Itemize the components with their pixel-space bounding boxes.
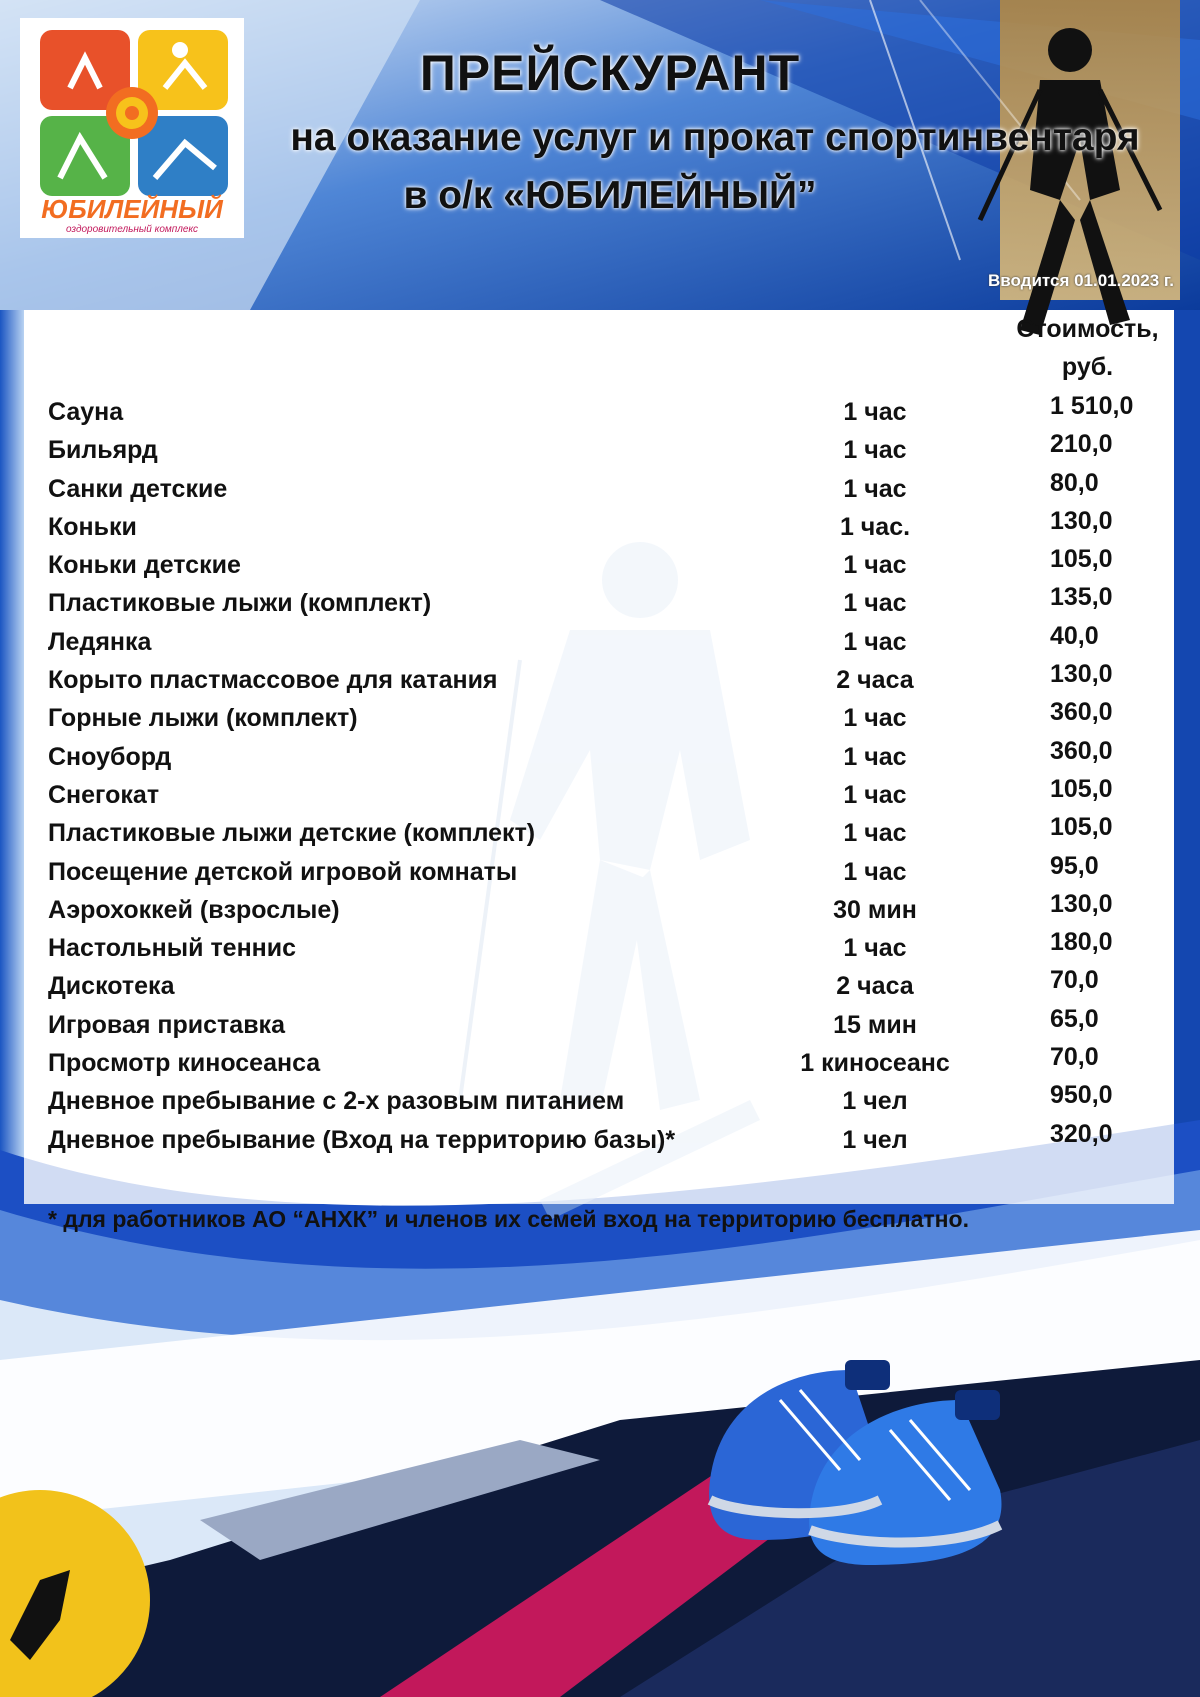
table-row <box>0 736 1200 781</box>
service-unit: 1 час <box>843 742 907 771</box>
service-name: Санки детские <box>48 474 228 503</box>
service-price: 80,0 <box>1050 468 1099 497</box>
service-price: 950,0 <box>1050 1081 1113 1110</box>
service-unit: 15 мин <box>833 1010 917 1039</box>
service-unit: 1 час <box>843 819 907 848</box>
page-subtitle-venue: в о/к «ЮБИЛЕЙНЫЙ” <box>403 174 817 217</box>
svg-text:ЮБИЛЕЙНЫЙ: ЮБИЛЕЙНЫЙ <box>41 194 223 224</box>
table-row <box>0 1043 1200 1087</box>
service-price: 105,0 <box>1050 545 1113 574</box>
table-row <box>0 1119 1200 1164</box>
service-name: Игровая приставка <box>48 1010 285 1039</box>
service-name: Аэрохоккей (взрослые) <box>48 895 340 924</box>
service-name: Бильярд <box>48 436 158 465</box>
service-unit: 1 чел <box>842 1125 908 1154</box>
service-unit: 1 час <box>843 398 907 426</box>
service-unit: 1 час <box>843 780 907 809</box>
page-subtitle: на оказание услуг и прокат спортинвентаря <box>290 116 1140 159</box>
service-price: 320,0 <box>1050 1119 1113 1148</box>
table-row <box>0 813 1200 857</box>
logo <box>20 18 244 238</box>
service-unit: 1 час <box>843 857 907 886</box>
cost-header-line2: руб. <box>1061 353 1114 381</box>
service-unit: 2 часа <box>836 972 914 1001</box>
service-unit: 1 час <box>843 436 907 465</box>
table-row <box>0 1004 1200 1049</box>
table-row <box>0 928 1200 972</box>
service-price: 95,0 <box>1050 851 1099 880</box>
service-unit: 1 час. <box>839 512 911 541</box>
footnote: * для работников АО “АНХК” и членов их семей вход на территорию бесплатно. <box>48 1206 969 1232</box>
service-price: 70,0 <box>1050 966 1099 995</box>
svg-text:оздоровительный комплекс: оздоровительный комплекс <box>65 224 199 235</box>
service-name: Пластиковые лыжи (комплект) <box>48 589 432 618</box>
service-name: Дискотека <box>48 972 175 1001</box>
service-unit: 1 час <box>843 934 907 963</box>
service-unit: 1 час <box>843 589 907 618</box>
service-price: 360,0 <box>1050 736 1113 765</box>
service-price: 1 510,0 <box>1050 392 1134 420</box>
ski-boots-image <box>700 1340 1080 1570</box>
table-row <box>0 430 1200 474</box>
service-price: 210,0 <box>1050 430 1113 459</box>
table-row <box>0 621 1200 666</box>
service-unit: 1 чел <box>842 1087 908 1116</box>
service-name: Корыто пластмассовое для катания <box>48 666 498 695</box>
table-row <box>0 506 1200 551</box>
service-price: 130,0 <box>1050 506 1113 535</box>
service-name: Ледянка <box>48 627 152 656</box>
service-price: 135,0 <box>1050 583 1113 612</box>
table-row <box>0 392 1200 436</box>
service-price: 105,0 <box>1050 774 1113 803</box>
service-price: 105,0 <box>1050 813 1113 842</box>
table-row <box>0 660 1200 704</box>
cost-header-line1: Стоимость, <box>1016 315 1159 343</box>
skier-silhouette-top <box>960 20 1180 350</box>
service-price: 65,0 <box>1050 1004 1099 1033</box>
table-row <box>0 583 1200 627</box>
service-unit: 1 час <box>843 704 907 733</box>
service-name: Снегокат <box>48 780 160 809</box>
table-row <box>0 1081 1200 1125</box>
service-price: 130,0 <box>1050 889 1113 918</box>
service-price: 360,0 <box>1050 698 1113 727</box>
service-name: Пластиковые лыжи детские (комплект) <box>48 819 536 848</box>
price-table <box>0 392 1200 1164</box>
service-name: Горные лыжи (комплект) <box>48 704 358 733</box>
service-name: Сноуборд <box>48 742 172 771</box>
table-row <box>0 851 1200 896</box>
table-row <box>0 774 1200 819</box>
effective-date: Вводится 01.01.2023 г. <box>987 271 1174 290</box>
service-unit: 1 час <box>843 551 907 580</box>
service-unit: 2 часа <box>836 666 914 695</box>
service-name: Посещение детской игровой комнаты <box>48 857 518 886</box>
service-name: Просмотр киносеанса <box>48 1049 321 1078</box>
service-name: Коньки детские <box>48 551 241 580</box>
table-row <box>0 889 1200 934</box>
table-row <box>0 698 1200 742</box>
service-name: Сауна <box>48 398 124 426</box>
page-title: ПРЕЙСКУРАНТ <box>419 45 801 101</box>
cost-column-header <box>1000 310 1175 386</box>
service-price: 70,0 <box>1050 1043 1099 1072</box>
service-name: Настольный теннис <box>48 934 297 963</box>
table-row <box>0 966 1200 1010</box>
service-unit: 1 час <box>843 474 907 503</box>
service-unit: 30 мин <box>833 895 917 924</box>
service-name: Дневное пребывание (Вход на территорию базы)* <box>48 1125 676 1154</box>
service-price: 40,0 <box>1050 621 1099 650</box>
service-name: Коньки <box>48 512 137 541</box>
service-price: 180,0 <box>1050 928 1113 957</box>
service-name: Дневное пребывание с 2-х разовым питанием <box>48 1087 625 1116</box>
service-unit: 1 киносеанс <box>800 1049 950 1078</box>
table-row <box>0 545 1200 589</box>
table-row <box>0 468 1200 513</box>
service-price: 130,0 <box>1050 660 1113 689</box>
service-unit: 1 час <box>843 627 907 656</box>
